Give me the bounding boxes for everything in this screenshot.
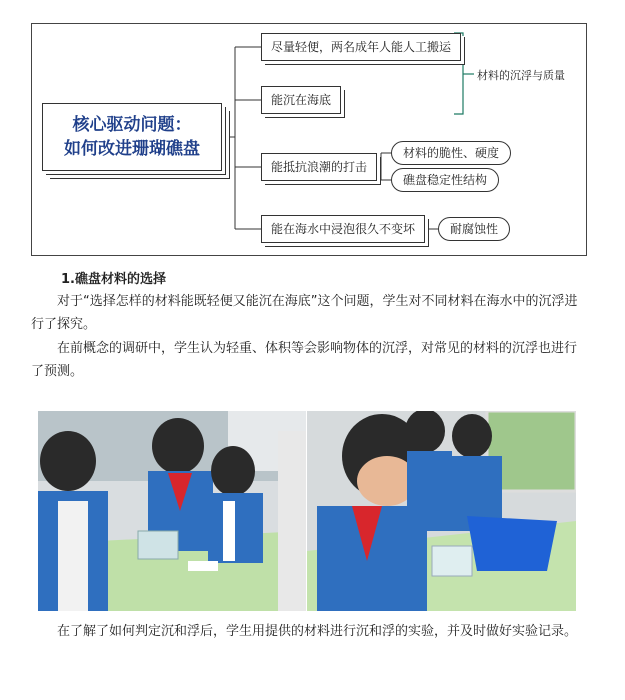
core-question-line2: 如何改进珊瑚礁盘 xyxy=(64,139,200,159)
label-float-quality: 材料的沉浮与质量 xyxy=(477,69,565,82)
pill-brittleness: 材料的脆性、硬度 xyxy=(391,141,511,165)
node-sink: 能沉在海底 xyxy=(261,86,341,114)
classroom-photo-icon xyxy=(38,411,306,611)
section-heading: 1.礁盘材料的选择 xyxy=(61,272,166,287)
node-lightweight: 尽量轻便，两名成年人能人工搬运 xyxy=(261,33,461,61)
pill-structure: 礁盘稳定性结构 xyxy=(391,168,499,192)
core-question-box xyxy=(42,103,222,171)
paragraph-1: 对于“选择怎样的材料能既轻便又能沉在海底”这个问题，学生对不同材料在海水中的沉浮进行了探究。 xyxy=(31,294,578,332)
paragraph-3: 在了解了如何判定沉和浮后，学生用提供的材料进行沉和浮的实验，并及时做好实验记录。 xyxy=(57,624,578,639)
pill-corrosion: 耐腐蚀性 xyxy=(438,217,510,241)
node-wave-resistance: 能抵抗浪潮的打击 xyxy=(261,153,377,181)
experiment-photo-icon xyxy=(307,411,576,611)
core-question-line1: 核心驱动问题： xyxy=(72,115,192,135)
paragraph-2: 在前概念的调研中，学生认为轻重、体积等会影响物体的沉浮，对常见的材料的沉浮也进行了预测。 xyxy=(31,341,578,379)
mindmap-diagram xyxy=(31,23,587,256)
node-soak-durability: 能在海水中浸泡很久不变坏 xyxy=(261,215,425,243)
